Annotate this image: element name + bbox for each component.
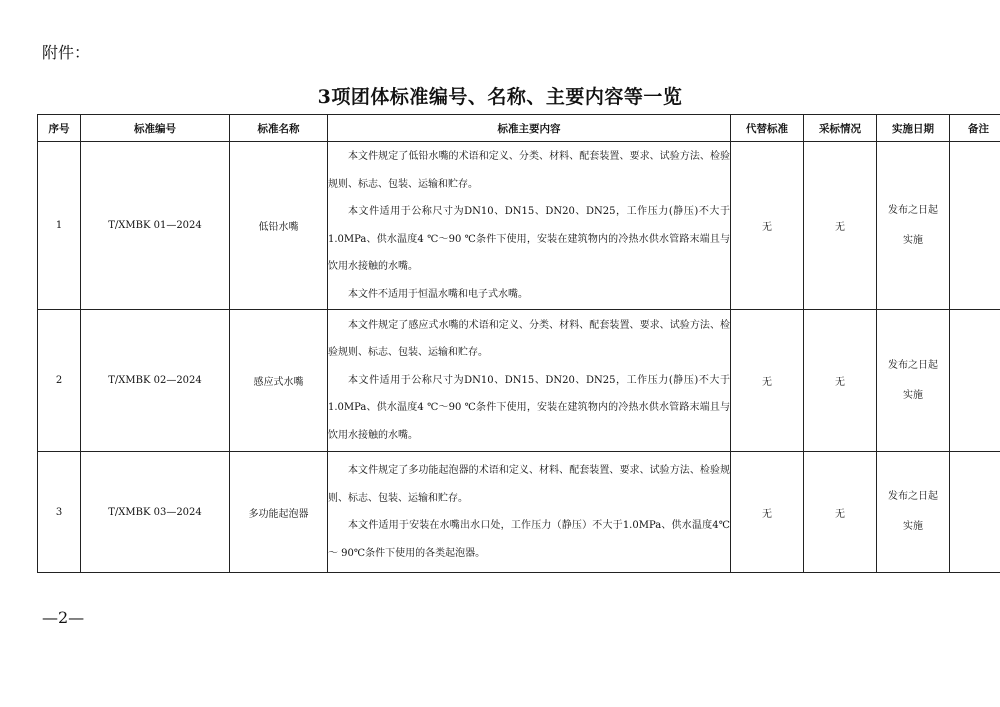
- row-adoption: 无: [804, 142, 877, 310]
- page-number: —2—: [42, 608, 85, 627]
- content-paragraph: 本文件适用于安装在水嘴出水口处，工作压力（静压）不大于1.0MPa、供水温度4℃ ～ 90℃条件下使用的各类起泡器。: [328, 520, 730, 559]
- row-impl-date: [877, 452, 950, 573]
- row-name: 低铅水嘴: [230, 142, 328, 310]
- header-code: 标准编号: [81, 115, 230, 142]
- row-no: 2: [38, 310, 81, 452]
- impl-date-line2: 实施: [903, 234, 923, 246]
- row-no: 3: [38, 452, 81, 573]
- row-adoption: 无: [804, 310, 877, 452]
- content-paragraph: 本文件适用于公称尺寸为DN10、DN15、DN20、DN25，工作压力(静压)不大于1.0MPa、供水温度4 ℃～90 ℃条件下使用，安装在建筑物内的冷热水供水管路末端且与饮用水接触的水嘴。: [328, 374, 730, 441]
- impl-date-line2: 实施: [903, 389, 923, 401]
- table-header-row: [38, 115, 1000, 142]
- row-content: [328, 452, 731, 573]
- row-no: 1: [38, 142, 81, 310]
- table-row: [38, 452, 1000, 573]
- row-replaces: 无: [731, 310, 804, 452]
- content-paragraph: 本文件规定了感应式水嘴的术语和定义、分类、材料、配套装置、要求、试验方法、检验规则、标志、包装、运输和贮存。: [328, 319, 730, 359]
- impl-date-line2: 实施: [903, 521, 923, 532]
- attachment-label: 附件：: [42, 43, 91, 62]
- content-paragraph: 本文件适用于公称尺寸为DN10、DN15、DN20、DN25，工作压力(静压)不大于1.0MPa、供水温度4 ℃～90 ℃条件下使用，安装在建筑物内的冷热水供水管路末端且与饮用水接触的水嘴。: [328, 206, 730, 272]
- document-title: 3项团体标准编号、名称、主要内容等一览: [317, 86, 683, 108]
- table-row: [38, 310, 1000, 452]
- header-no: 序号: [38, 115, 81, 142]
- impl-date-line1: 发布之日起: [888, 491, 938, 502]
- impl-date-line1: 发布之日起: [888, 204, 938, 216]
- table-row: [38, 142, 1000, 310]
- row-impl-date: [877, 310, 950, 452]
- header-replaces: 代替标准: [731, 115, 804, 142]
- row-remark: [950, 142, 1000, 310]
- header-content: 标准主要内容: [328, 115, 731, 142]
- row-code: T/XMBK 01—2024: [81, 142, 230, 310]
- row-name: 感应式水嘴: [230, 310, 328, 452]
- header-impl-date: 实施日期: [877, 115, 950, 142]
- row-adoption: 无: [804, 452, 877, 573]
- row-impl-date: [877, 142, 950, 310]
- impl-date-line1: 发布之日起: [888, 359, 938, 371]
- content-paragraph: 本文件规定了多功能起泡器的术语和定义、材料、配套装置、要求、试验方法、检验规则、标志、包装、运输和贮存。: [328, 465, 730, 504]
- row-content: [328, 142, 731, 310]
- header-adoption: 采标情况: [804, 115, 877, 142]
- header-remark: 备注: [950, 115, 1000, 142]
- row-name: 多功能起泡器: [230, 452, 328, 573]
- row-code: T/XMBK 02—2024: [81, 310, 230, 452]
- content-paragraph: 本文件不适用于恒温水嘴和电子式水嘴。: [348, 288, 528, 300]
- row-content: [328, 310, 731, 452]
- row-code: T/XMBK 03—2024: [81, 452, 230, 573]
- row-remark: [950, 310, 1000, 452]
- content-paragraph: 本文件规定了低铅水嘴的术语和定义、分类、材料、配套装置、要求、试验方法、检验规则、标志、包装、运输和贮存。: [328, 151, 730, 190]
- row-replaces: 无: [731, 142, 804, 310]
- row-replaces: 无: [731, 452, 804, 573]
- standards-table: [37, 114, 1000, 573]
- row-remark: [950, 452, 1000, 573]
- header-name: 标准名称: [230, 115, 328, 142]
